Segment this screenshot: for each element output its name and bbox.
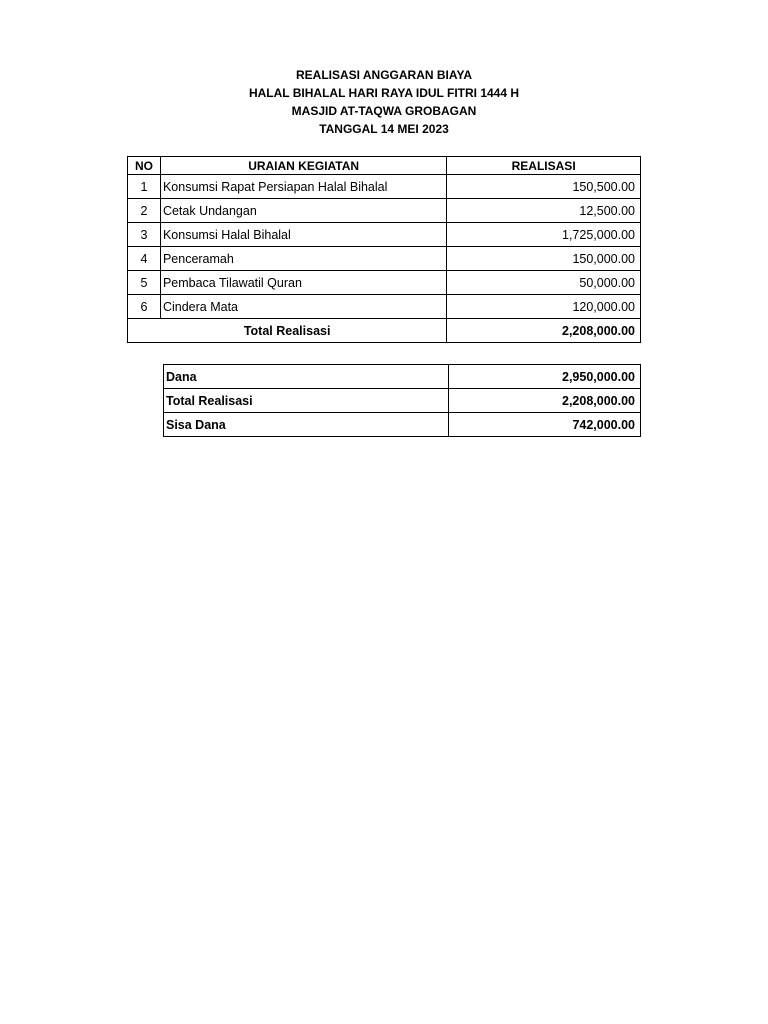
row-description: Cetak Undangan xyxy=(160,199,446,223)
row-value: 50,000.00 xyxy=(447,271,641,295)
total-row xyxy=(128,319,641,343)
row-number: 5 xyxy=(128,271,161,295)
title-line-2: HALAL BIHALAL HARI RAYA IDUL FITRI 1444 H xyxy=(248,86,520,100)
table-row xyxy=(128,175,641,199)
row-description: Konsumsi Halal Bihalal xyxy=(160,223,446,247)
summary-label-total-realization: Total Realisasi xyxy=(164,389,449,413)
table-row xyxy=(128,199,641,223)
table-row xyxy=(128,247,641,271)
summary-value-remaining-fund: 742,000.00 xyxy=(448,413,640,437)
summary-label-remaining-fund: Sisa Dana xyxy=(164,413,449,437)
summary-row xyxy=(164,389,641,413)
title-line-3: MASJID AT-TAQWA GROBAGAN xyxy=(291,104,477,118)
summary-value-fund: 2,950,000.00 xyxy=(448,365,640,389)
row-value: 150,000.00 xyxy=(447,247,641,271)
column-header-no: NO xyxy=(128,157,161,175)
fund-summary-table xyxy=(163,364,641,437)
summary-value-total-realization: 2,208,000.00 xyxy=(448,389,640,413)
document-title xyxy=(0,66,768,138)
total-value: 2,208,000.00 xyxy=(447,319,641,343)
table-header-row xyxy=(128,157,641,175)
total-label: Total Realisasi xyxy=(128,319,447,343)
row-number: 1 xyxy=(128,175,161,199)
row-value: 150,500.00 xyxy=(447,175,641,199)
title-line-1: REALISASI ANGGARAN BIAYA xyxy=(295,68,473,82)
row-value: 12,500.00 xyxy=(447,199,641,223)
table-row xyxy=(128,295,641,319)
column-header-realization: REALISASI xyxy=(447,157,641,175)
budget-realization-table xyxy=(127,156,641,343)
row-description: Konsumsi Rapat Persiapan Halal Bihalal xyxy=(160,175,446,199)
column-header-description: URAIAN KEGIATAN xyxy=(160,157,446,175)
summary-row xyxy=(164,413,641,437)
row-number: 3 xyxy=(128,223,161,247)
row-description: Penceramah xyxy=(160,247,446,271)
table-row xyxy=(128,271,641,295)
summary-row xyxy=(164,365,641,389)
row-value: 120,000.00 xyxy=(447,295,641,319)
title-line-4: TANGGAL 14 MEI 2023 xyxy=(319,122,449,136)
row-number: 6 xyxy=(128,295,161,319)
row-value: 1,725,000.00 xyxy=(447,223,641,247)
table-row xyxy=(128,223,641,247)
row-description: Cindera Mata xyxy=(160,295,446,319)
summary-label-fund: Dana xyxy=(164,365,449,389)
row-description: Pembaca Tilawatil Quran xyxy=(160,271,446,295)
row-number: 4 xyxy=(128,247,161,271)
row-number: 2 xyxy=(128,199,161,223)
